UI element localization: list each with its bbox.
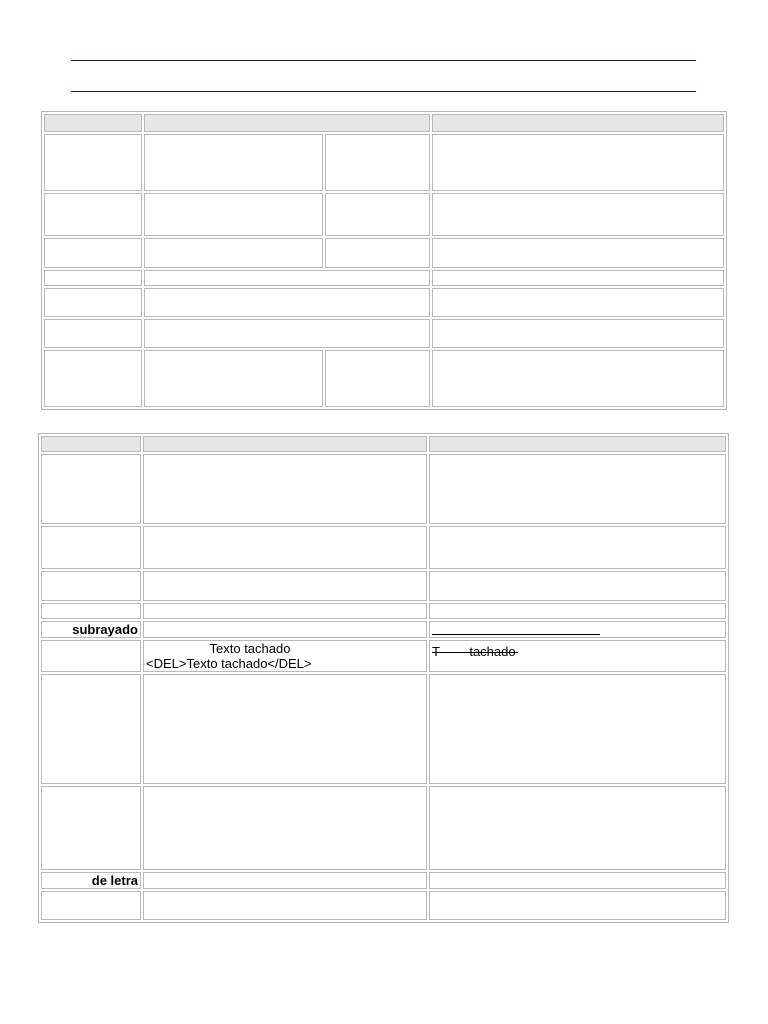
table-cell: [325, 238, 430, 268]
table-cell: [44, 238, 142, 268]
table-cell: [143, 571, 427, 601]
table-1: [41, 111, 727, 410]
tachado-render-cell: [429, 640, 726, 672]
table-cell: [429, 571, 726, 601]
table-row: [44, 270, 724, 286]
table-cell: [41, 454, 141, 524]
table-cell: [144, 270, 430, 286]
header-cell: [432, 114, 724, 132]
table-row: [41, 891, 726, 920]
table-cell: [432, 238, 724, 268]
table-cell: [143, 621, 427, 638]
table-cell: [41, 786, 141, 870]
table-cell: [44, 350, 142, 407]
table-cell: [429, 603, 726, 619]
table-cell: [432, 193, 724, 236]
table-row: [41, 603, 726, 619]
table-row: [44, 134, 724, 191]
tachado-example: Texto tachado: [209, 641, 291, 656]
table-cell: [325, 134, 430, 191]
subrayado-label: subrayado: [41, 621, 141, 638]
table-row: [41, 454, 726, 524]
table-row: [41, 674, 726, 784]
table-cell: [144, 238, 323, 268]
header-cell: [144, 114, 430, 132]
header-cell: [41, 436, 141, 452]
table-cell: [429, 872, 726, 889]
table-cell: [432, 270, 724, 286]
table-cell: [144, 134, 323, 191]
table-row: [44, 238, 724, 268]
top-rule-2: [71, 91, 696, 92]
table-cell: [432, 134, 724, 191]
table-row: [44, 114, 724, 132]
table-cell: [432, 288, 724, 317]
table-cell: [432, 350, 724, 407]
table-cell: [41, 526, 141, 569]
table-row: [41, 872, 726, 889]
table-cell: [429, 786, 726, 870]
table-cell: [41, 603, 141, 619]
table-cell: [143, 891, 427, 920]
table-row: [41, 436, 726, 452]
table-2: [38, 433, 729, 923]
table-row: [44, 288, 724, 317]
table-cell: [325, 350, 430, 407]
header-cell: [143, 436, 427, 452]
table-cell: [44, 270, 142, 286]
table-cell: [143, 674, 427, 784]
table-row: [44, 319, 724, 348]
table-cell: [44, 288, 142, 317]
table-cell: [143, 526, 427, 569]
table-cell: [143, 454, 427, 524]
table-cell: [429, 454, 726, 524]
underline-sample: [432, 622, 600, 635]
strike-text-a: T: [432, 644, 440, 659]
strike-sample: [432, 644, 723, 658]
table-row: [41, 526, 726, 569]
table-cell: [144, 350, 323, 407]
table-cell: [144, 319, 430, 348]
table-cell: [325, 193, 430, 236]
table-row: [44, 350, 724, 407]
table-cell: [144, 193, 323, 236]
strike-text-b: tachado: [469, 644, 516, 659]
table-cell: [144, 288, 430, 317]
fuente-label: de letra: [41, 872, 141, 889]
table-cell: [429, 526, 726, 569]
table-row: [41, 571, 726, 601]
table-cell: [41, 640, 141, 672]
tachado-code: <DEL>Texto tachado</DEL>: [146, 656, 312, 671]
table-cell: [143, 872, 427, 889]
table-cell: [44, 319, 142, 348]
table-cell: [429, 891, 726, 920]
table-row: [41, 640, 726, 672]
table-cell: [41, 891, 141, 920]
top-rule-1: [71, 60, 696, 61]
table-cell: [41, 674, 141, 784]
table-cell: [143, 603, 427, 619]
table-cell: [44, 134, 142, 191]
table-cell: [41, 571, 141, 601]
header-cell: [44, 114, 142, 132]
table-cell: [429, 674, 726, 784]
table-row: [41, 621, 726, 638]
table-cell: [143, 786, 427, 870]
tachado-code-cell: [143, 640, 427, 672]
table-row: [41, 786, 726, 870]
table-cell: [44, 193, 142, 236]
table-row: [44, 193, 724, 236]
table-cell: [432, 319, 724, 348]
subrayado-render-cell: [429, 621, 726, 638]
header-cell: [429, 436, 726, 452]
